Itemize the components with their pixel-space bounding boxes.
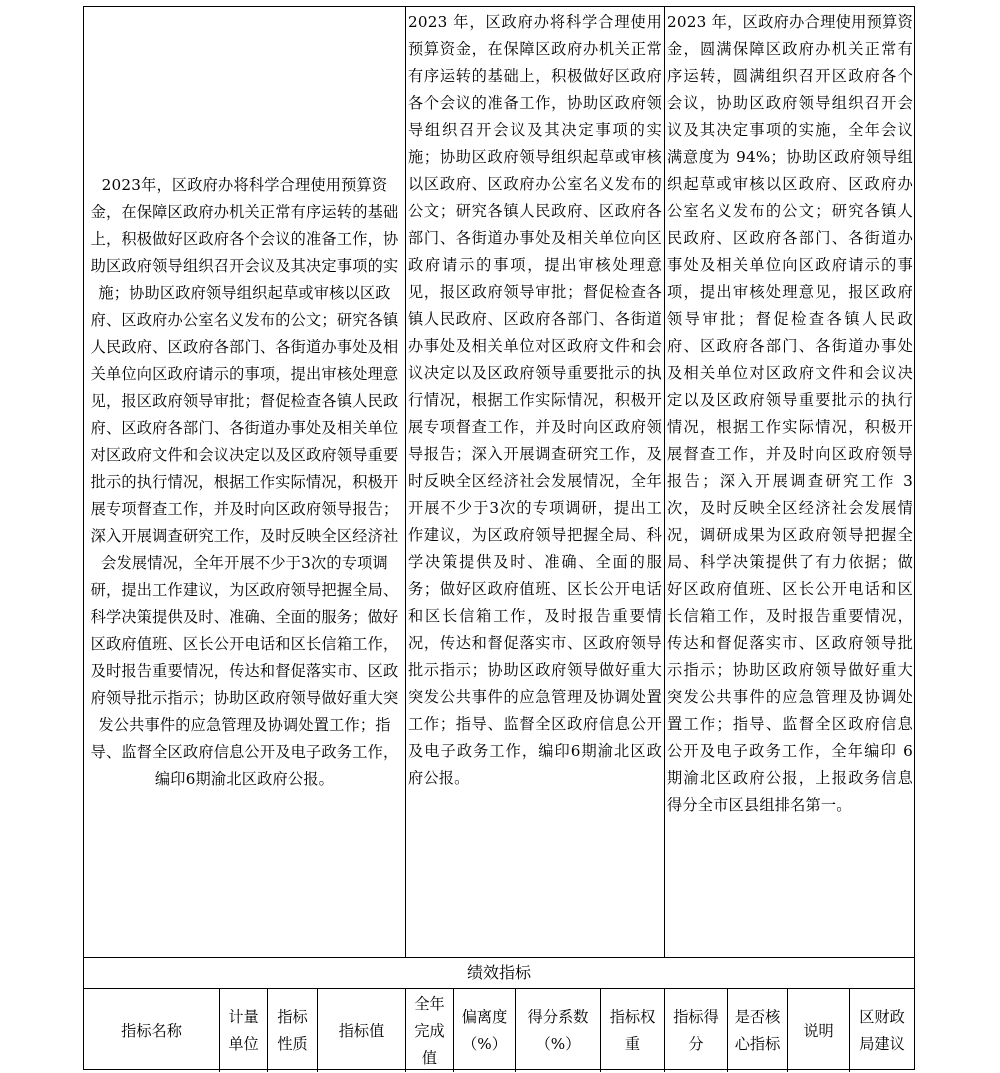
header-target-value: 指标值 — [338, 1021, 385, 1040]
header-finance-suggestion: 区财政局建议 — [859, 1008, 905, 1053]
actual-completion-text: 2023 年，区政府办合理使用预算资金，圆满保障区政府办机关正常有序运转，圆满组织召开区政府各个会议，协助区政府领导组织召开会议及其决定事项的实施，全年会议满意度为 94%；协助区政府领导组织起草或审核以区政府、区政府办公室名义发布的公文；研究各镇人民政府、区政府各部门、各街道办事处及相关单位向区政府请示的事项，提出审核处理意见，报区政府领导审批；督促检查各镇人民政府、区政府各部门、各街道办事处及相关单位对区政府文件和会议决定以及区政府领导重要批示的执行情况，根据工作实际情况，积极开展督查工作，并及时向区政府领导报告；深入开展调查研究工作 3 次，及时反映全区经济社会发展情况，调研成果为区政府领导把握全局、科学决策提供了有力依据；做好区政府值班、区长公开电话和区长信箱工作，及时报告重要情况，传达和督促落实市、区政府领导批示指示；协助区政府领导做好重大突发公共事件的应急管理及协调处置工作；指导、监督全区政府信息公开及电子政务工作，全年编印 6 期渝北区政府公报，上报政务信息得分全市区县组排名第一。 — [667, 13, 913, 814]
planned-content-text: 2023 年，区政府办将科学合理使用预算资金，在保障区政府办机关正常有序运转的基础上，积极做好区政府各个会议的准备工作，协助区政府领导组织召开会议及其决定事项的实施；协助区政府领导组织起草或审核以区政府、区政府办公室名义发布的公文；研究各镇人民政府、区政府各部门、各街道办事处及相关单位向区政府请示的事项，提出审核处理意见，报区政府领导审批；督促检查各镇人民政府、区政府各部门、各街道办事处及相关单位对区政府文件和会议决定以及区政府领导重要批示的执行情况，根据工作实际情况，积极开展专项督查工作，并及时向区政府领导报告；深入开展调查研究工作，及时反映全区经济社会发展情况，全年开展不少于3次的专项调研，提出工作建议，为区政府领导把握全局、科学决策提供及时、准确、全面的服务；做好区政府值班、区长公开电话和区长信箱工作，及时报告重要情况，传达和督促落实市、区政府领导批示指示；协助区政府领导做好重大突发公共事件的应急管理及协调处置工作；指导、监督全区政府信息公开及电子政务工作，编印6期渝北区政府公报。 — [408, 13, 662, 787]
header-completed-value: 全年完成值 — [414, 994, 445, 1067]
header-indicator-name: 指标名称 — [121, 1021, 182, 1040]
planned-content-cell — [406, 9, 664, 957]
header-unit: 计量单位 — [228, 1008, 259, 1053]
header-score-coefficient: 得分系数（%） — [527, 1008, 589, 1053]
annual-goal-text: 2023年，区政府办将科学合理使用预算资金，在保障区政府办机关正常有序运转的基础上，积极做好区政府各个会议的准备工作，协助区政府领导组织召开会议及其决定事项的实施；协助区政府领导组织起草或审核以区政府、区政府办公室名义发布的公文；研究各镇人民政府、区政府各部门、各街道办事处及相关单位向区政府请示的事项，提出审核处理意见，报区政府领导审批；督促检查各镇人民政府、区政府各部门、各街道办事处及相关单位对区政府文件和会议决定以及区政府领导重要批示的执行情况，根据工作实际情况，积极开展专项督查工作，并及时向区政府领导报告；深入开展调查研究工作，及时反映全区经济社会发展情况，全年开展不少于3次的专项调研，提出工作建议，为区政府领导把握全局、科学决策提供及时、准确、全面的服务；做好区政府值班、区长公开电话和区长信箱工作，及时报告重要情况，传达和督促落实市、区政府领导批示指示；协助区政府领导做好重大突发公共事件的应急管理及协调处置工作；指导、监督全区政府信息公开及电子政务工作，编印6期渝北区政府公报。 — [90, 175, 399, 788]
performance-indicators-title: 绩效指标 — [466, 963, 531, 982]
header-deviation: 偏离度（%） — [461, 1008, 508, 1053]
header-nature: 指标性质 — [277, 1008, 308, 1053]
header-is-core: 是否核心指标 — [734, 1008, 781, 1053]
header-weight: 指标权重 — [609, 1008, 656, 1053]
header-note: 说明 — [803, 1021, 834, 1040]
actual-completion-cell — [665, 9, 915, 957]
performance-table — [83, 6, 915, 1070]
annual-goal-cell — [84, 7, 405, 957]
header-score: 指标得分 — [673, 1008, 719, 1053]
